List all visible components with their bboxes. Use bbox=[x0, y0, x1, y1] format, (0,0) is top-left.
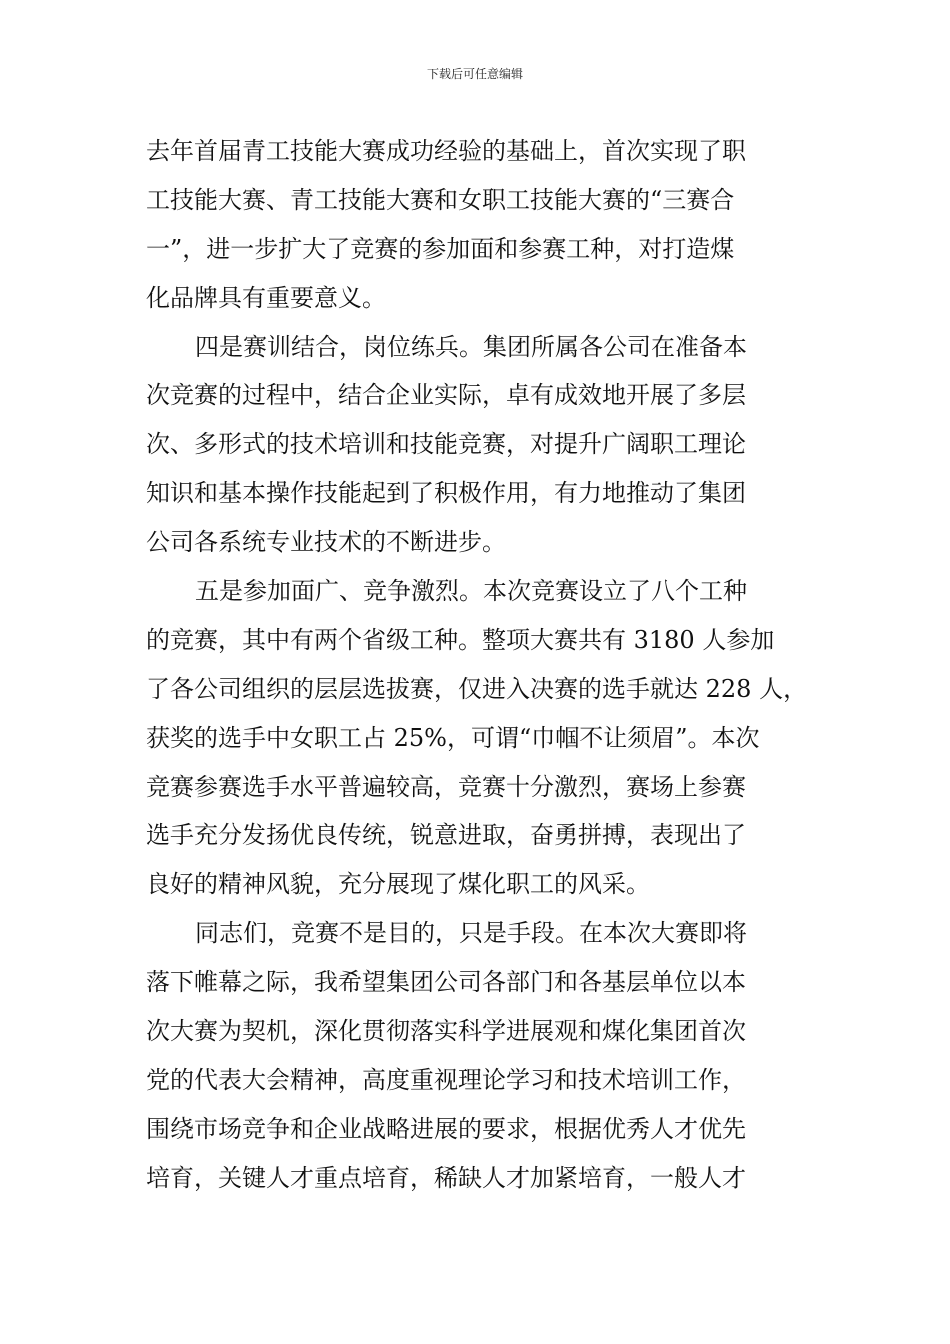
document-body bbox=[146, 127, 818, 1203]
text-line: 获奖的选手中女职工占 25%，可谓“巾帼不让须眉”。本次 bbox=[146, 723, 760, 752]
text-line: 化品牌具有重要意义。 bbox=[146, 283, 386, 312]
text-line: 围绕市场竞争和企业战略进展的要求，根据优秀人才优先 bbox=[146, 1114, 746, 1143]
paragraph-first-line: 同志们，竞赛不是目的，只是手段。在本次大赛即将 bbox=[195, 919, 747, 948]
text-line: 培育，关键人才重点培育，稀缺人才加紧培育，一般人才 bbox=[146, 1163, 746, 1192]
text-line: 了各公司组织的层层选拔赛，仅进入决赛的选手就达 228 人， bbox=[146, 674, 808, 703]
text-line: 公司各系统专业技术的不断进步。 bbox=[146, 528, 506, 557]
text-line: 落下帷幕之际，我希望集团公司各部门和各基层单位以本 bbox=[146, 968, 746, 997]
paragraph-first-line: 四是赛训结合，岗位练兵。集团所属各公司在准备本 bbox=[195, 332, 747, 361]
text-line: 党的代表大会精神，高度重视理论学习和技术培训工作， bbox=[146, 1065, 746, 1094]
text-line: 良好的精神风貌，充分展现了煤化职工的风采。 bbox=[146, 870, 650, 899]
text-line: 次竞赛的过程中，结合企业实际，卓有成效地开展了多层 bbox=[146, 381, 746, 410]
text-line: 去年首届青工技能大赛成功经验的基础上，首次实现了职 bbox=[146, 137, 746, 165]
text-line: 次大赛为契机，深化贯彻落实科学进展观和煤化集团首次 bbox=[146, 1017, 746, 1046]
text-line: 的竞赛，其中有两个省级工种。整项大赛共有 3180 人参加 bbox=[146, 625, 775, 654]
text-line: 工技能大赛、青工技能大赛和女职工技能大赛的“三赛合 bbox=[146, 185, 735, 214]
paragraph-first-line: 五是参加面广、竞争激烈。本次竞赛设立了八个工种 bbox=[195, 577, 747, 606]
text-line: 竞赛参赛选手水平普遍较高，竞赛十分激烈，赛场上参赛 bbox=[146, 772, 746, 801]
page-header: 下载后可任意编辑 bbox=[426, 67, 523, 81]
text-line: 次、多形式的技术培训和技能竞赛，对提升广阔职工理论 bbox=[146, 430, 746, 459]
text-line: 知识和基本操作技能起到了积极作用，有力地推动了集团 bbox=[146, 479, 746, 508]
text-line: 选手充分发扬优良传统，锐意进取，奋勇拼搏，表现出了 bbox=[146, 821, 746, 850]
text-line: 一”，进一步扩大了竞赛的参加面和参赛工种，对打造煤 bbox=[146, 234, 735, 263]
